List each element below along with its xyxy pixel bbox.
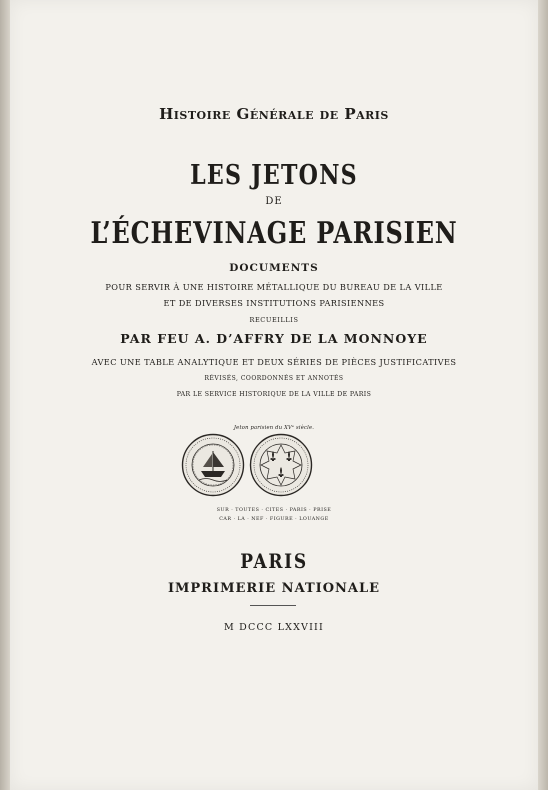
publication-year: M DCCC LXXVIII [224,622,324,633]
subtitle-line1: POUR SERVIR À UNE HISTOIRE MÉTALLIQUE DU BUREAU DE LA VILLE [105,282,443,292]
recueillis-label: RECUEILLIS [249,316,299,324]
series-title: Histoire Générale de Paris [159,105,389,123]
title-page [10,0,538,790]
coin-legend [10,506,538,524]
coin-legend-line2: CAR · LA · NEF · FIGURE · LOUANGE [219,517,329,522]
author-line: PAR FEU A. D’AFFRY DE LA MONNOYE [120,331,428,346]
coin-illustration [10,433,538,501]
printer-name: IMPRIMERIE NATIONALE [167,581,381,596]
service-line: PAR LE SERVICE HISTORIQUE DE LA VILLE DE PARIS [176,391,372,398]
fleur-de-lis-coin-icon [249,433,313,497]
coin-caption: Jeton parisien du XVᵉ siècle. [233,425,315,431]
subtitle-line2: ET DE DIVERSES INSTITUTIONS PARISIENNES [163,298,385,308]
revises-line: RÉVISÉS, COORDONNÉS ET ANNOTÉS [204,375,344,382]
book-right-edge [538,0,548,790]
coin-legend-line1: SUR · TOUTES · CITES · PARIS · PRISE [216,508,332,513]
main-title-line2: L’ÉCHEVINAGE PARISIEN [90,216,458,251]
ship-seal-coin-icon [181,433,245,497]
main-title-de: DE [265,196,283,207]
documents-label: DOCUMENTS [229,262,319,274]
book-left-edge [0,0,10,790]
main-title-line1: LES JETONS [190,160,358,191]
table-description: AVEC UNE TABLE ANALYTIQUE ET DEUX SÉRIES DE PIÈCES JUSTIFICATIVES [91,357,457,367]
divider-rule [250,605,296,606]
place-of-publication: PARIS [240,549,308,573]
